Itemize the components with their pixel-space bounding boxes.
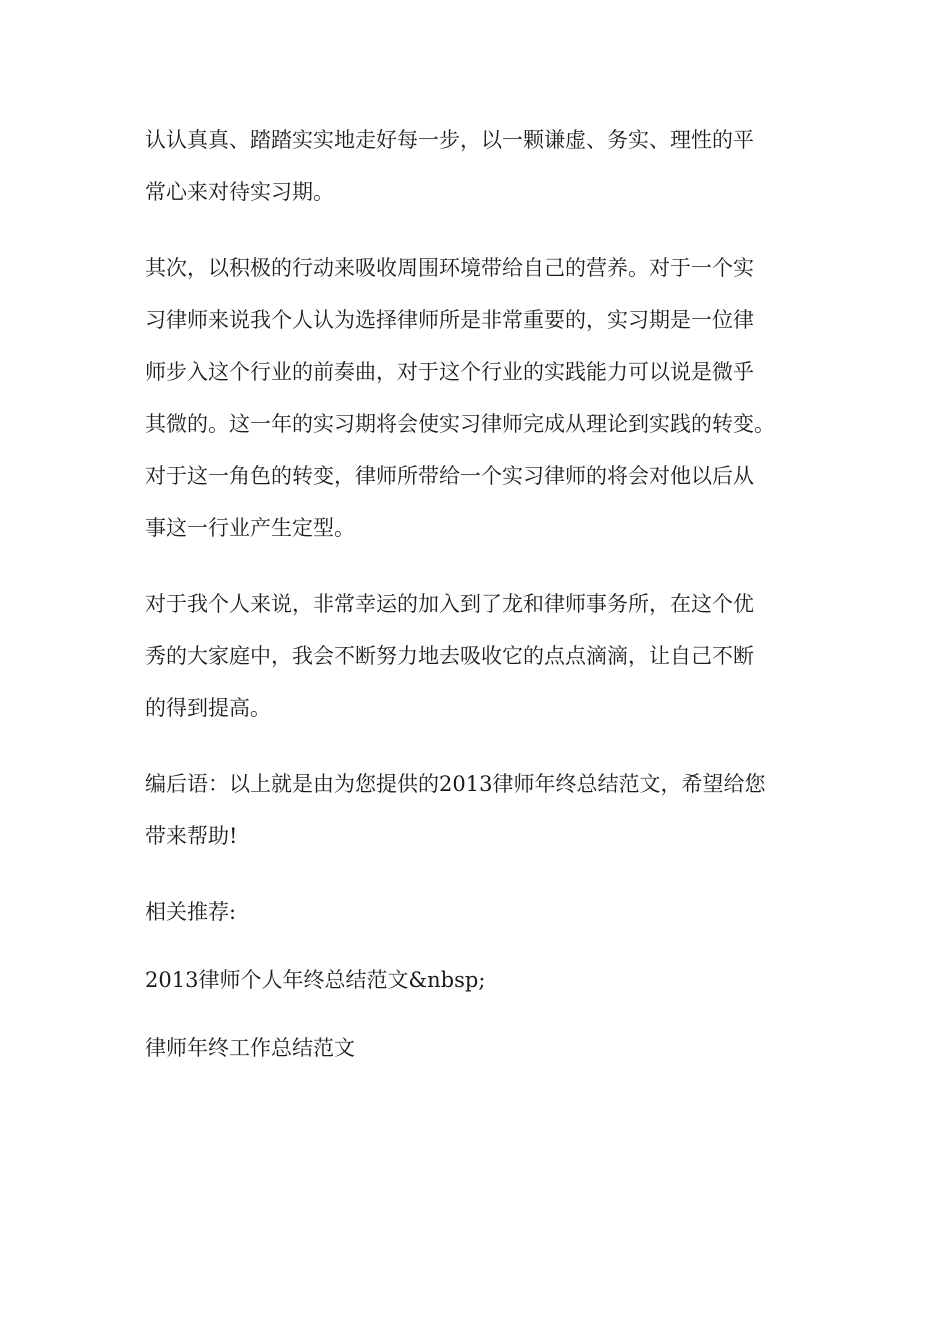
text-line: 对于我个人来说，非常幸运的加入到了龙和律师事务所，在这个优 [145,592,754,616]
text-line: 其次，以积极的行动来吸收周围环境带给自己的营养。对于一个实 [145,256,754,280]
text-line: 带来帮助! [145,824,238,848]
text-line: 编后语：以上就是由为您提供的2013律师年终总结范文，希望给您 [145,772,766,796]
related-link[interactable]: 2013律师个人年终总结范文&nbsp; [145,968,486,992]
related-heading: 相关推荐: [145,900,237,924]
text-line: 师步入这个行业的前奏曲，对于这个行业的实践能力可以说是微乎 [145,360,754,384]
editor-note [145,758,810,862]
text-line: 常心来对待实习期。 [145,180,334,204]
text-line: 习律师来说我个人认为选择律师所是非常重要的，实习期是一位律 [145,308,754,332]
document-body [145,114,810,1090]
text-line: 其微的。这一年的实习期将会使实习律师完成从理论到实践的转变。 [145,412,775,436]
text-line: 秀的大家庭中，我会不断努力地去吸收它的点点滴滴，让自己不断 [145,644,754,668]
text-line: 对于这一角色的转变，律师所带给一个实习律师的将会对他以后从 [145,464,754,488]
paragraph-1 [145,114,810,218]
paragraph-2 [145,242,810,554]
paragraph-3 [145,578,810,734]
text-line: 认认真真、踏踏实实地走好每一步，以一颗谦虚、务实、理性的平 [145,128,754,152]
text-line: 事这一行业产生定型。 [145,516,355,540]
related-link[interactable]: 律师年终工作总结范文 [145,1036,355,1060]
text-line: 的得到提高。 [145,696,271,720]
